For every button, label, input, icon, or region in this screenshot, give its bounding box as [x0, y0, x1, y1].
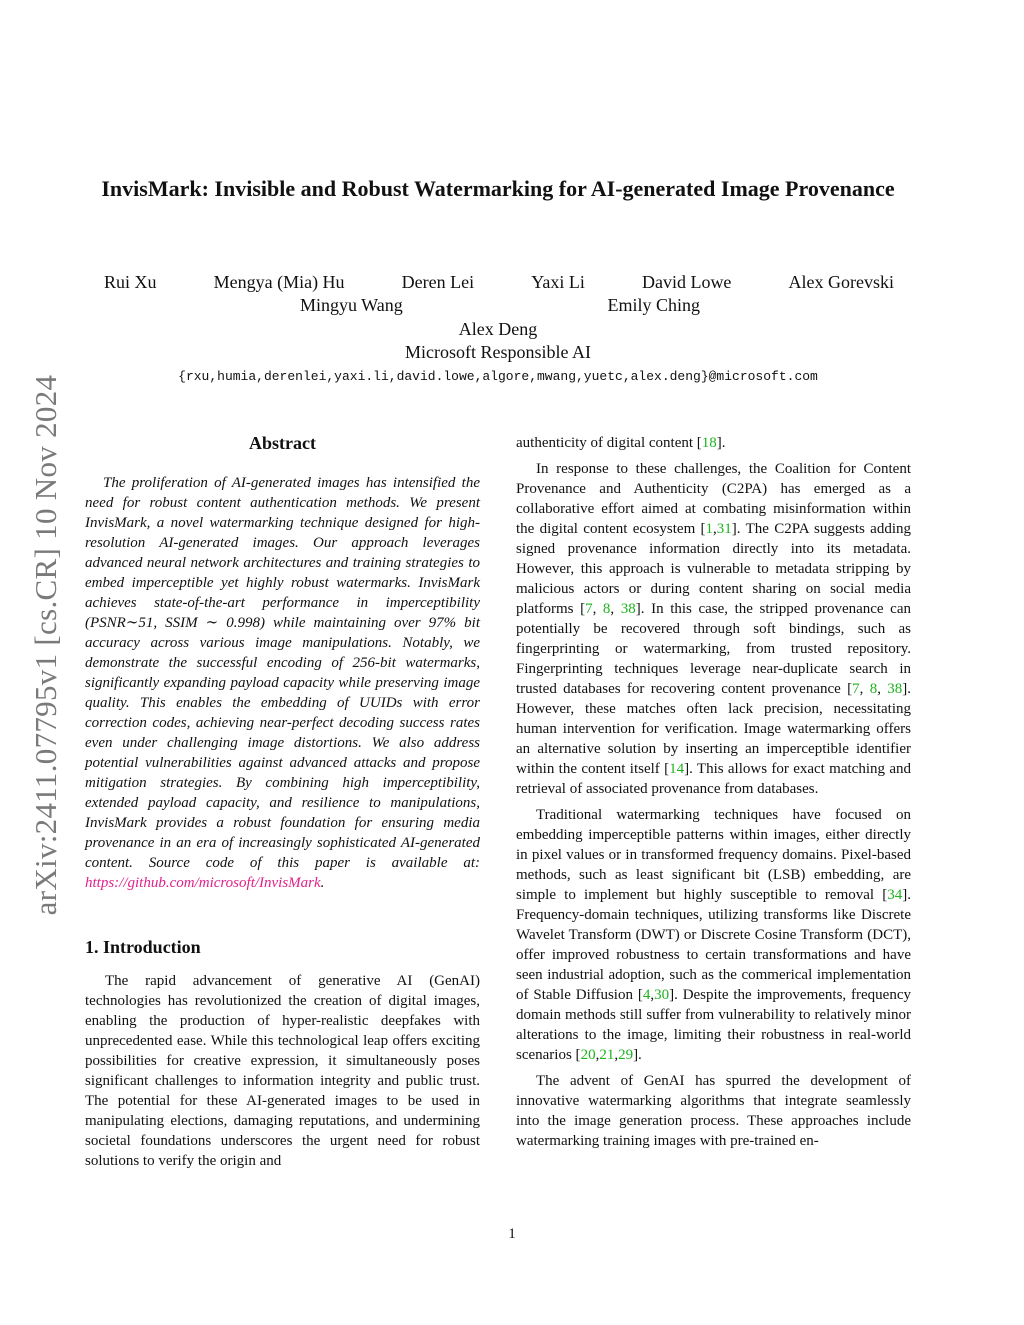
citation-link[interactable]: 20 [580, 1047, 596, 1063]
author: Rui Xu [104, 272, 157, 292]
authors-row-2 [300, 295, 700, 316]
author: Mengya (Mia) Hu [213, 272, 345, 292]
citation-link[interactable]: 21 [599, 1047, 615, 1063]
github-link[interactable]: https://github.com/microsoft/InvisMark [85, 875, 321, 891]
citation-link[interactable]: 7 [852, 681, 860, 697]
citation-link[interactable]: 1 [705, 521, 714, 537]
citation-link[interactable]: 4 [642, 987, 651, 1003]
body-paragraph: In response to these challenges, the Coalition for Content Provenance and Authenticity (C2PA) has emerged as a collaborative effort aimed at combating misinformation within the digital content ecosystem [1,31]. The C2PA suggests adding signed provenance information directly into its metadata. However, this approach is vulnerable to metadata stripping by malicious actors or during content sharing on social media platforms [7, 8, 38]. In this case, the stripped provenance can potentially be recovered through soft bindings, such as fingerprinting or watermarking, from trusted repository. Fingerprinting techniques leverage near-duplicate search in trusted databases for recovering content provenance [7, 8, 38]. However, these matches often lack precision, necessitating human intervention for verification. Image watermarking offers an alternative solution by inserting an imperceptible identifier within the content itself [14]. This allows for exact matching and retrieval of associated provenance from databases. [516, 461, 912, 797]
citation-link[interactable]: 7 [585, 601, 593, 617]
abstract-paragraph: The proliferation of AI-generated images has intensified the need for robust content authentication methods. We present InvisMark, a novel watermarking technique designed for high-resolution AI-generated images. Our approach leverages advanced neural network architectures and training strategies to embed imperceptible yet highly robust watermarks. InvisMark achieves state-of-the-art performance in imperceptibility (PSNR∼51, SSIM ∼ 0.998) while maintaining over 97% bit accuracy across various image manipulations. Notably, we demonstrate the successful encoding of 256-bit watermarks, significantly expanding payload capacity while preserving image quality. This enables the embedding of UUIDs with error correction codes, achieving near-perfect decoding success rates even under challenging image distortions. We also address potential vulnerabilities against advanced attacks and propose mitigation strategies. By combining high imperceptibility, extended payload capacity, and resilience to manipulations, InvisMark provides a robust foundation for ensuring media provenance in an era of increasingly sophisticated AI-generated content. Source code of this paper is available at: https://github.com/microsoft/InvisMark. [85, 475, 480, 891]
citation-link[interactable]: 29 [618, 1047, 634, 1063]
abstract-heading: Abstract [249, 433, 316, 453]
section-heading-introduction: 1. Introduction [85, 937, 201, 957]
left-column [85, 433, 480, 1171]
citation-link[interactable]: 8 [869, 681, 878, 697]
paper-title: InvisMark: Invisible and Robust Watermarking for AI-generated Image Provenance [101, 176, 895, 201]
citation-link[interactable]: 14 [669, 761, 685, 777]
citation-link[interactable]: 31 [716, 521, 732, 537]
author: David Lowe [641, 272, 732, 292]
right-column [516, 433, 911, 1157]
body-paragraph: Traditional watermarking techniques have focused on embedding imperceptible patterns within images, either directly in pixel values or in transformed frequency domains. Pixel-based methods, such as least significant bit (LSB) embedding, are simple to implement but highly susceptible to removal [34]. Frequency-domain techniques, utilizing transforms like Discrete Wavelet Transform (DWT) or Discrete Cosine Transform (DCT), offer improved robustness to certain transformations and have seen industrial adoption, such as the commerical implementation of Stable Diffusion [4,30]. Despite the improvements, frequency domain methods still suffer from vulnerability to relatively minor alterations to the image, limiting their robustness in real-world scenarios [20,21,29]. [516, 807, 911, 1063]
body-paragraph: The advent of GenAI has spurred the development of innovative watermarking algorithms that integrate seamlessly into the image generation process. These approaches include watermarking training images with pre-trained en- [516, 1073, 911, 1149]
affiliation: Microsoft Responsible AI [405, 342, 591, 362]
author: Alex Gorevski [788, 272, 894, 292]
author: Mingyu Wang [300, 295, 403, 315]
author-emails: {rxu,humia,derenlei,yaxi.li,david.lowe,algore,mwang,yuetc,alex.deng}@microsoft.com [178, 369, 818, 384]
citation-link[interactable]: 18 [701, 435, 717, 451]
author: Alex Deng [458, 319, 538, 339]
abstract-body [85, 473, 480, 893]
arxiv-stamp-text: arXiv:2411.07795v1 [cs.CR] 10 Nov 2024 [28, 374, 63, 916]
authors-row-1 [104, 272, 894, 293]
citation-link[interactable]: 38 [620, 601, 636, 617]
citation-link[interactable]: 30 [654, 987, 670, 1003]
body-paragraph: authenticity of digital content [18]. [516, 435, 726, 451]
author: Deren Lei [401, 272, 475, 292]
page-number: 1 [508, 1226, 516, 1242]
citation-link[interactable]: 8 [602, 601, 611, 617]
citation-link[interactable]: 38 [887, 681, 903, 697]
arxiv-stamp [26, 345, 66, 945]
intro-paragraph: The rapid advancement of generative AI (GenAI) technologies has revolutionized the creation of digital images, enabling the production of hyper-realistic deepfakes with unprecedented ease. While this technological leap offers exciting possibilities for creative expression, it simultaneously poses significant challenges to information integrity and public trust. The potential for these AI-generated images to be used in manipulating elections, damaging reputations, and undermining societal foundations underscores the urgent need for robust solutions to verify the origin and [85, 973, 480, 1169]
author: Emily Ching [607, 295, 700, 315]
author: Yaxi Li [531, 272, 585, 292]
citation-link[interactable]: 34 [887, 887, 903, 903]
